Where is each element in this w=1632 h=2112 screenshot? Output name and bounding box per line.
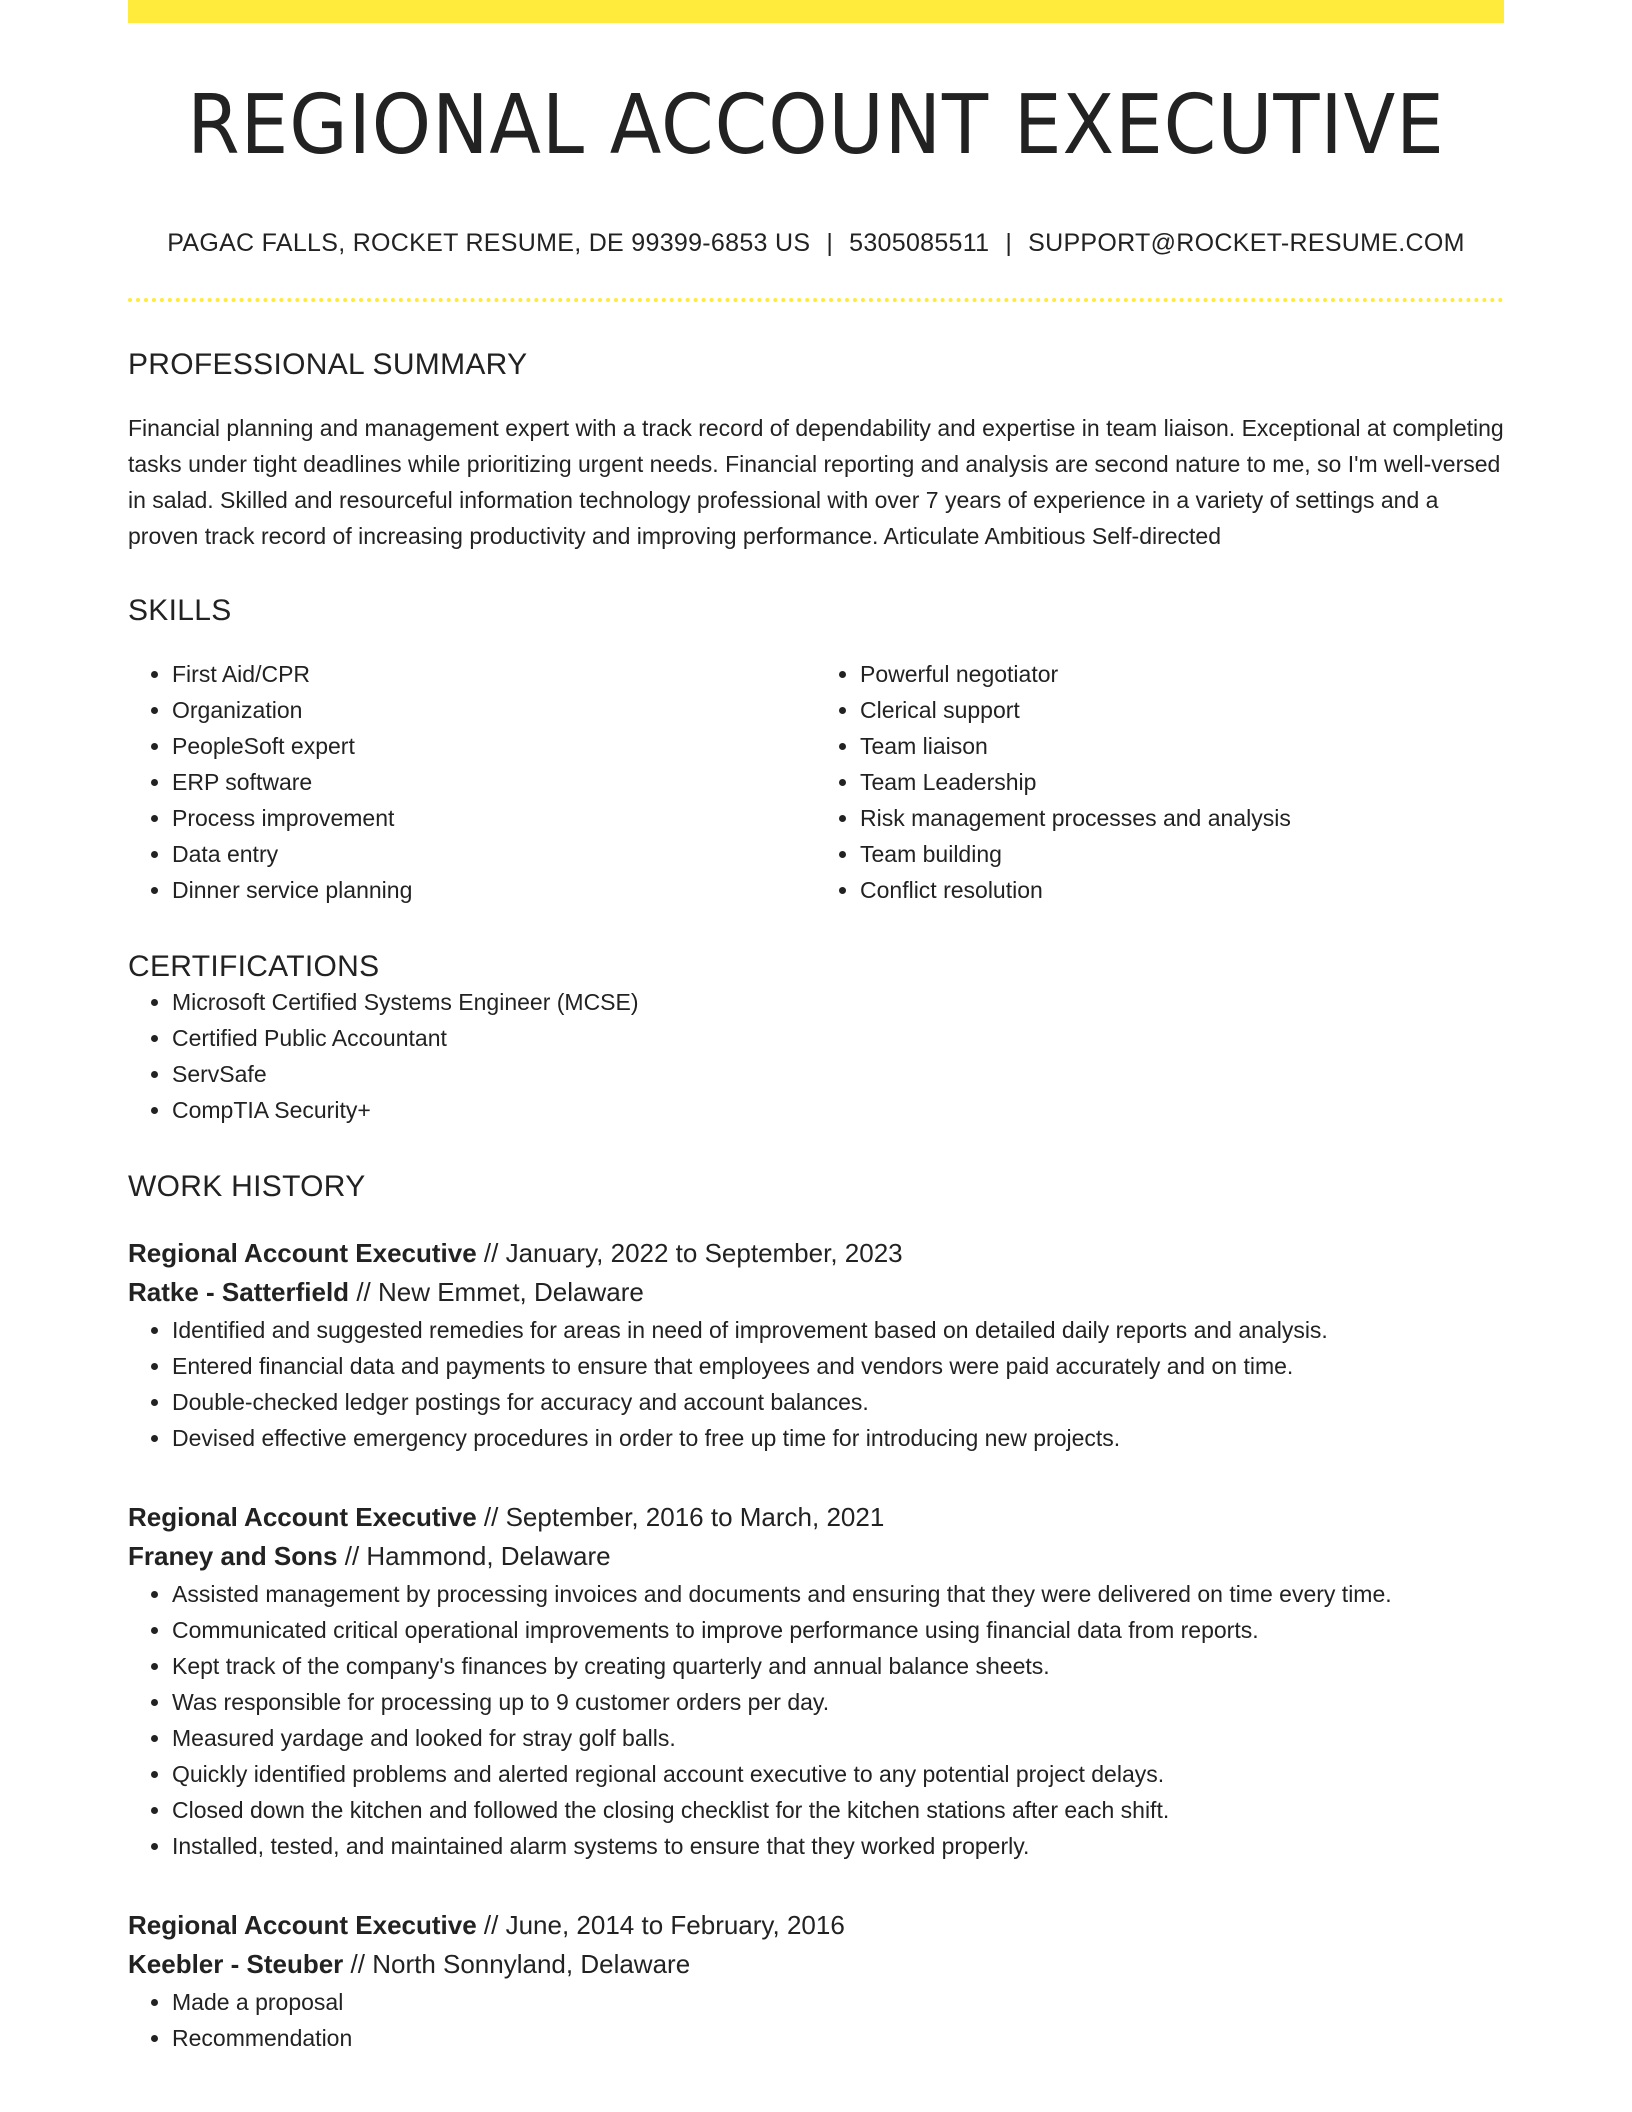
- job-entry: [128, 1906, 1504, 2056]
- skill-item: • First Aid/CPR: [172, 656, 816, 692]
- job-duty: • Kept track of the company's finances by creating quarterly and annual balance sheets.: [172, 1648, 1504, 1684]
- certification-item: • Microsoft Certified Systems Engineer (MCSE): [172, 984, 1504, 1020]
- job-duty: • Entered financial data and payments to ensure that employees and vendors were paid accurately and on time.: [172, 1348, 1504, 1384]
- summary-text: Financial planning and management expert with a track record of dependability and expertise in team liaison. Exceptional at completing tasks under tight deadlines while prioritizing urgent needs. Financial reporting and analysis are second nature to me, so I'm well-versed in salad. Skilled and resourceful information technology professional with over 7 years of experience in a variety of settings and a proven track record of increasing productivity and improving performance. Articulate Ambitious Self-directed: [128, 415, 1504, 549]
- work-history-heading: WORK HISTORY: [128, 1170, 366, 1203]
- job-title-line: [128, 1906, 1504, 1945]
- job-duty: • Made a proposal: [172, 1984, 1504, 2020]
- job-duty: • Devised effective emergency procedures in order to free up time for introducing new projects.: [172, 1420, 1504, 1456]
- skill-item: • Team building: [860, 836, 1504, 872]
- skill-item: • Conflict resolution: [860, 872, 1504, 908]
- job-title: Regional Account Executive: [128, 1238, 477, 1268]
- job-dates: // September, 2016 to March, 2021: [483, 1502, 885, 1532]
- job-duty: • Communicated critical operational improvements to improve performance using financial data from reports.: [172, 1612, 1504, 1648]
- contact-separator: |: [826, 229, 834, 257]
- job-company-line: [128, 1945, 1504, 1984]
- job-dates: // January, 2022 to September, 2023: [483, 1238, 903, 1268]
- job-entry: [128, 1234, 1504, 1456]
- job-duty: • Recommendation: [172, 2020, 1504, 2056]
- certifications-heading: CERTIFICATIONS: [128, 950, 380, 983]
- dotted-divider: [128, 298, 1504, 302]
- job-duty: • Assisted management by processing invoices and documents and ensuring that they were delivered on time every time.: [172, 1576, 1504, 1612]
- skill-item: • ERP software: [172, 764, 816, 800]
- certification-item: • ServSafe: [172, 1056, 1504, 1092]
- job-entry: [128, 1498, 1504, 1864]
- skills-heading: SKILLS: [128, 594, 232, 627]
- contact-line: [128, 229, 1504, 258]
- skill-item: • PeopleSoft expert: [172, 728, 816, 764]
- summary-heading: PROFESSIONAL SUMMARY: [128, 348, 528, 381]
- skills-list-left: [128, 656, 816, 908]
- skill-item: • Team Leadership: [860, 764, 1504, 800]
- skill-item: • Process improvement: [172, 800, 816, 836]
- skill-item: • Dinner service planning: [172, 872, 816, 908]
- contact-email: SUPPORT@ROCKET-RESUME.COM: [1028, 229, 1465, 257]
- skill-item: • Data entry: [172, 836, 816, 872]
- job-title-line: [128, 1234, 1504, 1273]
- job-duty: • Closed down the kitchen and followed the closing checklist for the kitchen stations after each shift.: [172, 1792, 1504, 1828]
- job-company-line: [128, 1537, 1504, 1576]
- contact-address: PAGAC FALLS, ROCKET RESUME, DE 99399-6853 US: [167, 229, 811, 257]
- top-accent-bar: [128, 0, 1504, 23]
- job-title: Regional Account Executive: [128, 1502, 477, 1532]
- skill-item: • Risk management processes and analysis: [860, 800, 1504, 836]
- skills-column-right: [816, 656, 1504, 908]
- job-duty: • Identified and suggested remedies for areas in need of improvement based on detailed daily reports and analysis.: [172, 1312, 1504, 1348]
- job-duty: • Measured yardage and looked for stray golf balls.: [172, 1720, 1504, 1756]
- job-company: Keebler - Steuber: [128, 1949, 344, 1979]
- certification-item: • CompTIA Security+: [172, 1092, 1504, 1128]
- job-duty: • Double-checked ledger postings for accuracy and account balances.: [172, 1384, 1504, 1420]
- resume-title: REGIONAL ACCOUNT EXECUTIVE: [187, 78, 1445, 173]
- certification-item: • Certified Public Accountant: [172, 1020, 1504, 1056]
- skill-item: • Team liaison: [860, 728, 1504, 764]
- job-title-line: [128, 1498, 1504, 1537]
- job-location: // North Sonnyland, Delaware: [350, 1949, 691, 1979]
- contact-phone: 5305085511: [849, 229, 990, 257]
- job-duties-list: [128, 1312, 1504, 1456]
- skill-item: • Organization: [172, 692, 816, 728]
- skill-item: • Clerical support: [860, 692, 1504, 728]
- job-duties-list: [128, 1984, 1504, 2056]
- job-duty: • Quickly identified problems and alerted regional account executive to any potential project delays.: [172, 1756, 1504, 1792]
- skills-column-left: [128, 656, 816, 908]
- resume-page: [128, 0, 1504, 2056]
- skills-grid: [128, 656, 1504, 908]
- job-location: // Hammond, Delaware: [344, 1541, 611, 1571]
- job-duty: • Was responsible for processing up to 9 customer orders per day.: [172, 1684, 1504, 1720]
- job-duty: • Installed, tested, and maintained alarm systems to ensure that they worked properly.: [172, 1828, 1504, 1864]
- job-company: Franey and Sons: [128, 1541, 338, 1571]
- contact-separator: |: [1005, 229, 1013, 257]
- certifications-list: [128, 984, 1504, 1128]
- job-title: Regional Account Executive: [128, 1910, 477, 1940]
- skill-item: • Powerful negotiator: [860, 656, 1504, 692]
- job-location: // New Emmet, Delaware: [356, 1277, 644, 1307]
- job-company: Ratke - Satterfield: [128, 1277, 350, 1307]
- job-company-line: [128, 1273, 1504, 1312]
- job-dates: // June, 2014 to February, 2016: [483, 1910, 845, 1940]
- skills-list-right: [816, 656, 1504, 908]
- job-duties-list: [128, 1576, 1504, 1864]
